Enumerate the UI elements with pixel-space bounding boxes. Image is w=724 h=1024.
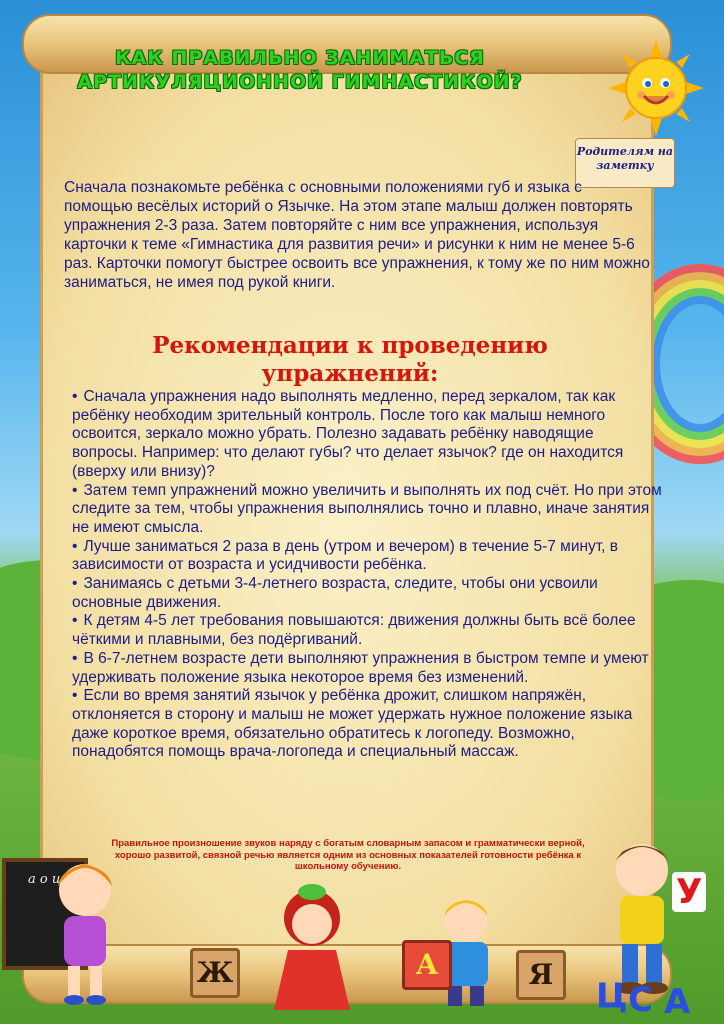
bullet-icon: •: [72, 687, 78, 705]
bullet-icon: •: [72, 481, 78, 499]
list-item-text: К детям 4-5 лет требования повышаются: движения должны быть всё более чёткими и плавными, без подёргиваний.: [72, 612, 636, 649]
list-item: [72, 482, 662, 538]
letter-shape: А: [664, 982, 691, 1022]
footer-note: Правильное произношение звуков наряду с богатым словарным запасом и грамматически верной, хорошо развитой, связной речью является одним из основных показателей готовности ребёнка к школьному обучению.: [111, 838, 585, 872]
recommendations-list: [72, 388, 662, 762]
page-title: КАК ПРАВИЛЬНО ЗАНИМАТЬСЯ АРТИКУЛЯЦИОННОЙ ГИМНАСТИКОЙ?: [77, 47, 523, 93]
list-item-text: Занимаясь с детьми 3-4-летнего возраста, следите, чтобы они усвоили основные движения.: [72, 575, 598, 611]
list-item: [72, 650, 662, 687]
list-item: [72, 538, 662, 575]
letter-shape: С: [628, 980, 653, 1020]
girl-teacher-illustration: [40, 850, 130, 1010]
letter-block: Я: [516, 950, 566, 1000]
bullet-icon: •: [72, 575, 78, 593]
pinocchio-illustration: [592, 830, 702, 1000]
smiling-sun-icon: [608, 40, 704, 136]
girl-red-dress-illustration: [262, 880, 362, 1020]
intro-paragraph: Сначала познакомьте ребёнка с основными положениями губ и языка с помощью весёлых историй о Язычке. На этом этапе малыш должен повторять упражнения 2-3 раза. Затем повторяйте с ним все упражнения, используя карточки к теме «Гимнастика для развития речи» и рисунки к ним не менее 5-6 раз. Карточки помогут быстрее освоить все упражнения, к тому же по ним можно заниматься, не имея под рукой книги.: [64, 179, 650, 291]
list-item-text: Сначала упражнения надо выполнять медленно, перед зеркалом, так как ребёнку необходим зрительный контроль. После того как малыш немного освоится, зеркало можно убрать. Полезно задавать ребёнку наводящие вопросы. Например: что делают губы? что делает язычок? где он находится (вверху или внизу)?: [72, 388, 624, 480]
letter-shape: У: [672, 872, 706, 912]
letter-block: А: [402, 940, 452, 990]
recommendations-heading: Рекомендации к проведению упражнений:: [152, 332, 548, 387]
letter-shape: Ц: [596, 976, 628, 1016]
bullet-icon: •: [72, 649, 78, 667]
list-item: [72, 687, 662, 762]
bullet-icon: •: [72, 388, 78, 405]
list-item: [72, 575, 662, 612]
list-item-text: Затем темп упражнений можно увеличить и выполнять их под счёт. Но при этом следите за тем, чтобы упражнения выполнялись точно и плавно, иначе занятия не имеют смысла.: [72, 481, 662, 536]
bullet-icon: •: [72, 612, 78, 630]
parents-note-badge: Родителям на заметку: [575, 138, 675, 188]
list-item: [72, 612, 662, 649]
list-item: [72, 388, 662, 482]
letter-block: Ж: [190, 948, 240, 998]
list-item-text: Если во время занятий язычок у ребёнка дрожит, слишком напряжён, отклоняется в сторону и малыш не может удержать нужное положение языка даже короткое время, обязательно обратитесь к логопеду. Возможно, понадобятся помощь врача-логопеда и специальный массаж.: [72, 687, 633, 761]
bullet-icon: •: [72, 537, 78, 555]
list-item-text: Лучше заниматься 2 раза в день (утром и вечером) в течение 5-7 минут, в зависимости от возраста и усидчивости ребёнка.: [72, 537, 619, 574]
list-item-text: В 6-7-летнем возрасте дети выполняют упражнения в быстром темпе и умеют удерживать положение языка некоторое время без изменений.: [72, 649, 649, 686]
chalkboard-letters: а о и: [28, 872, 61, 887]
